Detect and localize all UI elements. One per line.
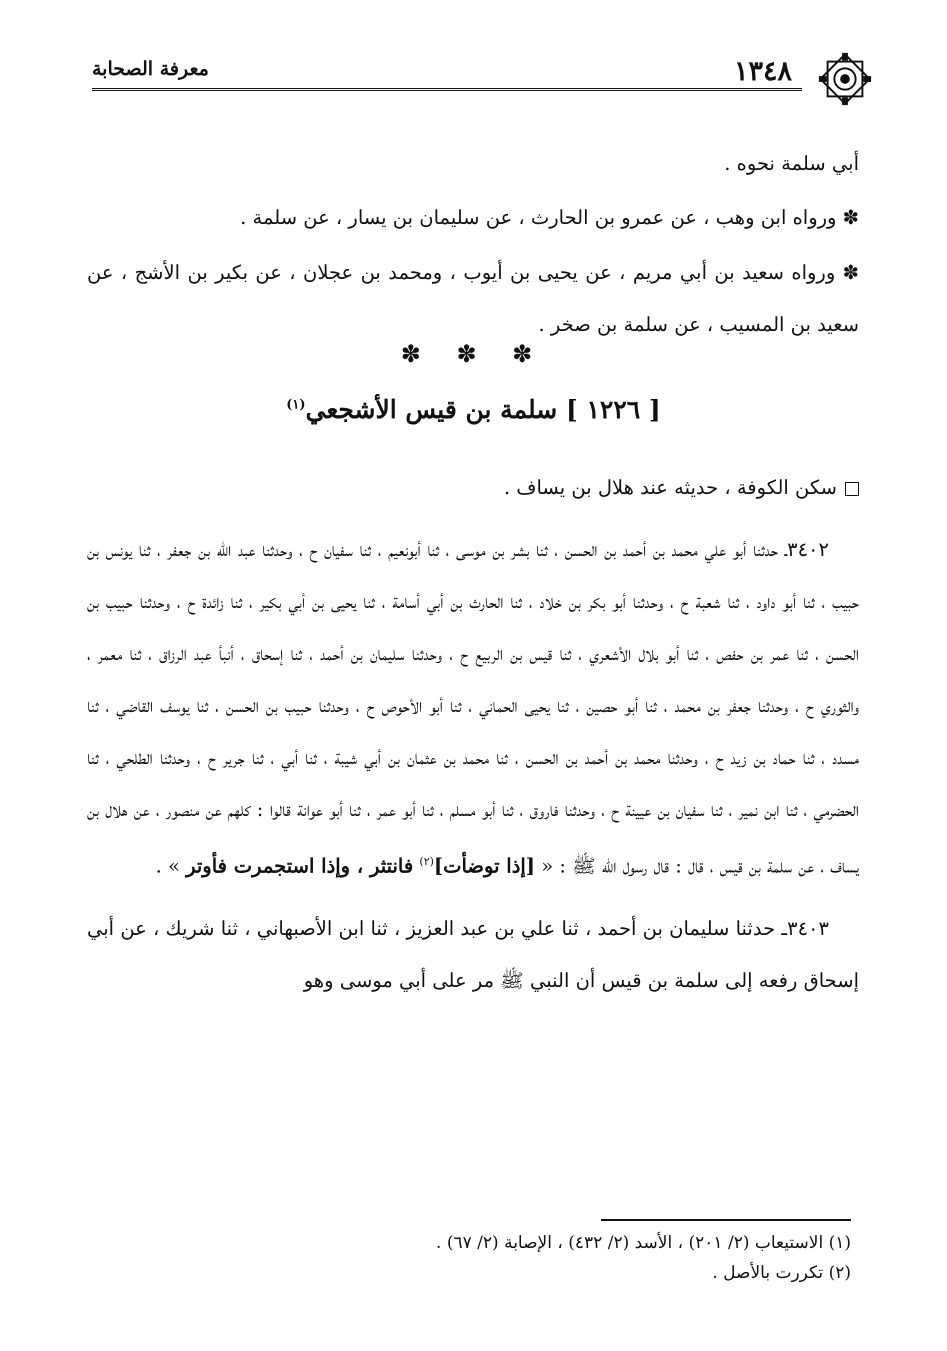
- running-title: معرفة الصحابة: [92, 58, 209, 80]
- heading-footnote-mark: (١): [286, 397, 306, 413]
- page-header: [92, 52, 864, 88]
- section-divider: ✽ ✽ ✽: [400, 340, 547, 368]
- hadith-3402-quote-2: فانتثر ، وإذا استجمرت فأوتر: [186, 854, 414, 878]
- hadith-3402-quote-1: [إذا توضأت]: [433, 854, 536, 878]
- footnote-1: (١) الاستيعاب (٢/ ٢٠١) ، الأسد (٢/ ٤٣٢) ، الإصابة (٢/ ٦٧) .: [436, 1233, 851, 1253]
- octagram-ornament-icon: [816, 50, 874, 108]
- square-bullet-icon: [845, 482, 859, 496]
- header-rule: [92, 88, 802, 91]
- entry-intro: [87, 462, 859, 514]
- entry-heading: [0, 395, 947, 424]
- footnote-2: (٢) تكررت بالأصل .: [712, 1263, 851, 1283]
- footnote-rule: [601, 1219, 851, 1221]
- entry-intro-text: سكن الكوفة ، حديثه عند هلال بن يساف .: [503, 476, 837, 499]
- hadith-3403: ٣٤٠٣ـ حدثنا سليمان بن أحمد ، ثنا علي بن عبد العزيز ، ثنا ابن الأصبهاني ، ثنا شريك ، عن أبي إسحاق رفعه إلى سلمة بن قيس أن النبي ﷺ مر على أبي موسى وهو: [87, 916, 859, 992]
- hadith-3402: [87, 524, 859, 893]
- hadith-3402-text: ٣٤٠٢ـ حدثنا أبو علي محمد بن أحمد بن الحسن ، ثنا بشر بن موسى ، ثنا أبونعيم ، ثنا سفيان ح ، وحدثنا عبد الله بن جعفر ، ثنا يونس بن حبيب ، ثنا أبو داود ، ثنا شعبة ح ، وحدثنا أبو بكر بن خلاد ، ثنا الحارث بن أبي أسامة ، ثنا يحيى بن أبي بكير ، ثنا زائدة ح ، وحدثنا حبيب بن الحسن ، ثنا عمر بن حفص ، ثنا أبو بلال الأشعري ، ثنا قيس بن الربيع ح ، وحدثنا سليمان بن أحمد ، ثنا إسحاق ، أنبأ عبد الرزاق ، ثنا معمر ، والثوري ح ، وحدثنا جعفر بن محمد ، ثنا أبو حصين ، ثنا يحيى الحماني ، ثنا أبو الأحوص ح ، وحدثنا حبيب بن الحسن ، ثنا يوسف القاضي ، ثنا مسدد ، ثنا حماد بن زيد ح ، وحدثنا محمد بن أحمد بن الحسن ، ثنا محمد بن عثمان بن أبي شيبة ، ثنا أبي ، ثنا جرير ح ، وحدثنا الطلحي ، ثنا الحضرمي ، ثنا ابن نمير ، ثنا سفيان بن عيينة ح ، وحدثنا فاروق ، ثنا أبو مسلم ، ثنا أبو عمر ، ثنا أبو عوانة قالوا : كلهم عن منصور ، عن هلال بن يساف ، عن سلمة بن قيس ، قال : قال رسول الله ﷺ : «: [87, 538, 859, 878]
- entry-body: [87, 462, 859, 1007]
- entry-title: [ ١٢٢٦ ] سلمة بن قيس الأشجعي: [305, 395, 661, 424]
- hadith-3402-footnote-mark: (٢): [419, 855, 434, 868]
- page-number: ١٣٤٨: [733, 56, 792, 87]
- prev-line-1: أبي سلمة نحوه .: [724, 152, 859, 175]
- prev-line-2: ✽ ورواه ابن وهب ، عن عمرو بن الحارث ، عن سليمان بن يسار ، عن سلمة .: [240, 206, 859, 229]
- main-text: [87, 138, 859, 351]
- footnotes: [91, 1228, 851, 1288]
- hadith-3402-end: » .: [155, 854, 180, 878]
- prev-line-3: ✽ ورواه سعيد بن أبي مريم ، عن يحيى بن أيوب ، ومحمد بن عجلان ، عن بكير بن الأشج ، عن سعيد بن المسيب ، عن سلمة بن صخر .: [87, 261, 859, 336]
